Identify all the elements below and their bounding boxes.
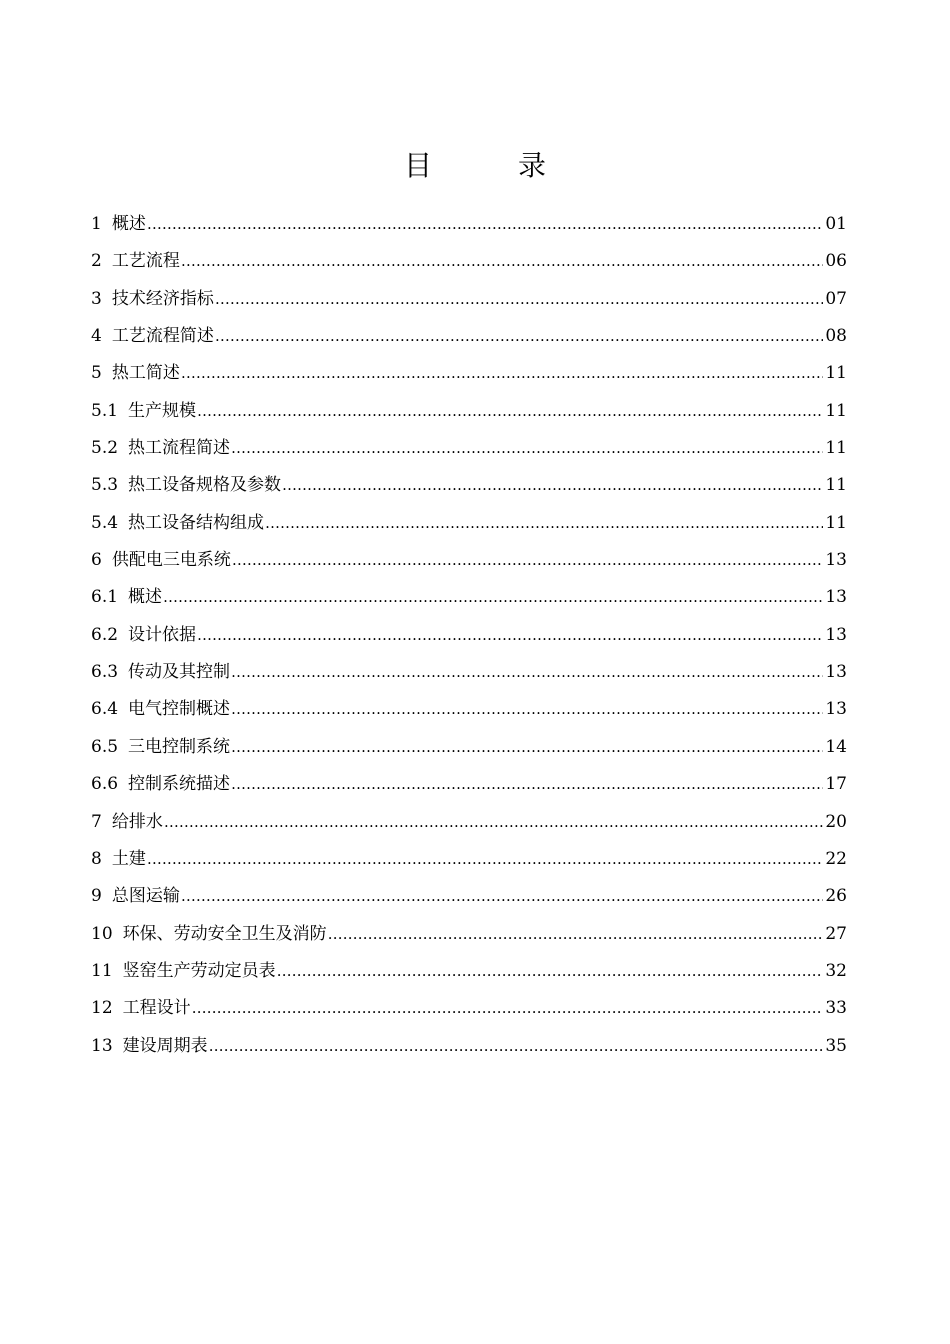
toc-entry-page: 13	[825, 550, 847, 571]
dot-leader	[163, 579, 823, 616]
dot-leader	[197, 393, 823, 430]
toc-entry-number: 3	[91, 288, 102, 309]
toc-entry[interactable]	[91, 841, 847, 878]
toc-entry-number: 6.4	[91, 699, 119, 720]
toc-entry-title: 热工设备结构组成	[128, 512, 265, 533]
toc-entry-title: 热工流程简述	[128, 438, 231, 459]
toc-entry[interactable]	[91, 505, 847, 542]
toc-entry-page: 01	[825, 214, 847, 234]
toc-entry-page: 13	[825, 587, 847, 608]
toc-entry-title: 竖窑生产劳动定员表	[122, 960, 276, 981]
toc-entry-title: 三电控制系统	[128, 736, 231, 757]
toc-entry[interactable]	[91, 318, 847, 355]
toc-entry-title: 生产规模	[128, 400, 197, 421]
toc-entry-title: 热工设备规格及参数	[128, 475, 282, 496]
toc-entry-page: 26	[825, 886, 847, 907]
toc-entry-title: 传动及其控制	[128, 662, 231, 683]
toc-entry-page: 17	[825, 774, 847, 795]
toc-entry-page: 13	[825, 699, 847, 720]
toc-entry[interactable]	[91, 393, 847, 430]
toc-entry[interactable]	[91, 206, 847, 243]
toc-entry[interactable]	[91, 729, 847, 766]
toc-entry-page: 07	[825, 288, 847, 309]
toc-entry[interactable]	[91, 579, 847, 616]
dot-leader	[164, 804, 824, 841]
toc-entry-title: 给排水	[111, 811, 163, 832]
toc-entry[interactable]	[91, 243, 847, 280]
toc-entry[interactable]	[91, 990, 847, 1027]
toc-entry[interactable]	[91, 467, 847, 504]
dot-leader	[215, 281, 824, 318]
toc-entry-number: 6.2	[91, 624, 119, 645]
dot-leader	[192, 990, 824, 1027]
toc-entry[interactable]	[91, 355, 847, 392]
toc-entry-title: 工艺流程	[111, 251, 180, 272]
toc-entry-page: 14	[825, 736, 847, 757]
toc-entry-number: 11	[91, 960, 113, 981]
toc-entry-title: 工程设计	[122, 998, 191, 1019]
toc-entry-title: 概述	[128, 587, 163, 608]
toc-entry-number: 6	[91, 550, 102, 571]
toc-entry-number: 6.1	[91, 587, 119, 608]
dot-leader	[277, 953, 824, 990]
dot-leader	[181, 355, 824, 392]
toc-entry-title: 总图运输	[111, 886, 180, 907]
toc-entry-number: 12	[91, 998, 113, 1019]
toc-entry-page: 06	[825, 251, 847, 272]
toc-entry-page: 11	[825, 475, 847, 496]
toc-entry-number: 6.5	[91, 736, 119, 757]
toc-entry-number: 1	[91, 214, 102, 234]
toc-entry-page: 35	[825, 1035, 847, 1056]
page-title	[0, 148, 950, 184]
toc-entry-page: 11	[825, 400, 847, 421]
toc-entry-title: 电气控制概述	[128, 699, 231, 720]
toc-entry[interactable]	[91, 654, 847, 691]
toc-entry-page: 27	[825, 923, 847, 944]
toc-entry-title: 供配电三电系统	[111, 550, 231, 571]
toc-entry[interactable]	[91, 281, 847, 318]
toc-entry[interactable]	[91, 953, 847, 990]
toc-entry-number: 10	[91, 923, 113, 944]
toc-entry-page: 13	[825, 624, 847, 645]
toc-entry-number: 9	[91, 886, 102, 907]
toc-entry-title: 工艺流程简述	[111, 326, 214, 347]
title-char-1: 目	[403, 149, 432, 182]
toc-entry-number: 6.3	[91, 662, 119, 683]
toc-entry[interactable]	[91, 617, 847, 654]
dot-leader	[265, 505, 823, 542]
dot-leader	[181, 243, 824, 280]
toc-entry-page: 33	[825, 998, 847, 1019]
toc-entry-title: 建设周期表	[122, 1035, 208, 1056]
toc-entry[interactable]	[91, 916, 847, 953]
toc-entry[interactable]	[91, 691, 847, 728]
dot-leader	[231, 691, 823, 728]
dot-leader	[215, 318, 824, 355]
toc-entry[interactable]	[91, 766, 847, 803]
toc-entry-number: 6.6	[91, 774, 119, 795]
dot-leader	[209, 1028, 824, 1065]
toc-entry-title: 热工简述	[111, 363, 180, 384]
toc-entry-number: 5	[91, 363, 102, 384]
dot-leader	[197, 617, 823, 654]
toc-entry-title: 设计依据	[128, 624, 197, 645]
toc-entry-number: 5.1	[91, 400, 119, 421]
toc-entry-number: 5.2	[91, 438, 119, 459]
toc-entry[interactable]	[91, 878, 847, 915]
toc-entry-page: 08	[825, 326, 847, 347]
dot-leader	[231, 766, 823, 803]
toc-entry-number: 5.3	[91, 475, 119, 496]
toc-entry-page: 20	[825, 811, 847, 832]
toc-entry[interactable]	[91, 542, 847, 579]
toc-entry-title: 控制系统描述	[128, 774, 231, 795]
toc-entry-page: 11	[825, 438, 847, 459]
table-of-contents	[91, 206, 847, 1065]
toc-entry-number: 7	[91, 811, 102, 832]
toc-entry-page: 22	[825, 848, 847, 869]
toc-entry-page: 13	[825, 662, 847, 683]
dot-leader	[328, 916, 824, 953]
dot-leader	[231, 430, 823, 467]
toc-entry-page: 32	[825, 960, 847, 981]
toc-entry[interactable]	[91, 430, 847, 467]
toc-entry-number: 8	[91, 848, 102, 869]
toc-entry-number: 5.4	[91, 512, 119, 533]
dot-leader	[147, 841, 824, 878]
dot-leader	[232, 542, 824, 579]
toc-entry-title: 土建	[111, 848, 146, 869]
toc-entry-number: 2	[91, 251, 102, 272]
title-char-2: 录	[518, 149, 547, 182]
toc-entry-page: 11	[825, 512, 847, 533]
toc-entry[interactable]	[91, 804, 847, 841]
toc-entry-title: 技术经济指标	[111, 288, 214, 309]
toc-entry-number: 4	[91, 326, 102, 347]
dot-leader	[181, 878, 824, 915]
toc-entry-title: 概述	[111, 214, 146, 234]
dot-leader	[231, 654, 823, 691]
toc-entry-page: 11	[825, 363, 847, 384]
toc-entry-number: 13	[91, 1035, 113, 1056]
dot-leader	[147, 206, 824, 243]
toc-entry[interactable]	[91, 1028, 847, 1065]
dot-leader	[231, 729, 823, 766]
toc-entry-title: 环保、劳动安全卫生及消防	[122, 923, 327, 944]
dot-leader	[282, 467, 823, 504]
